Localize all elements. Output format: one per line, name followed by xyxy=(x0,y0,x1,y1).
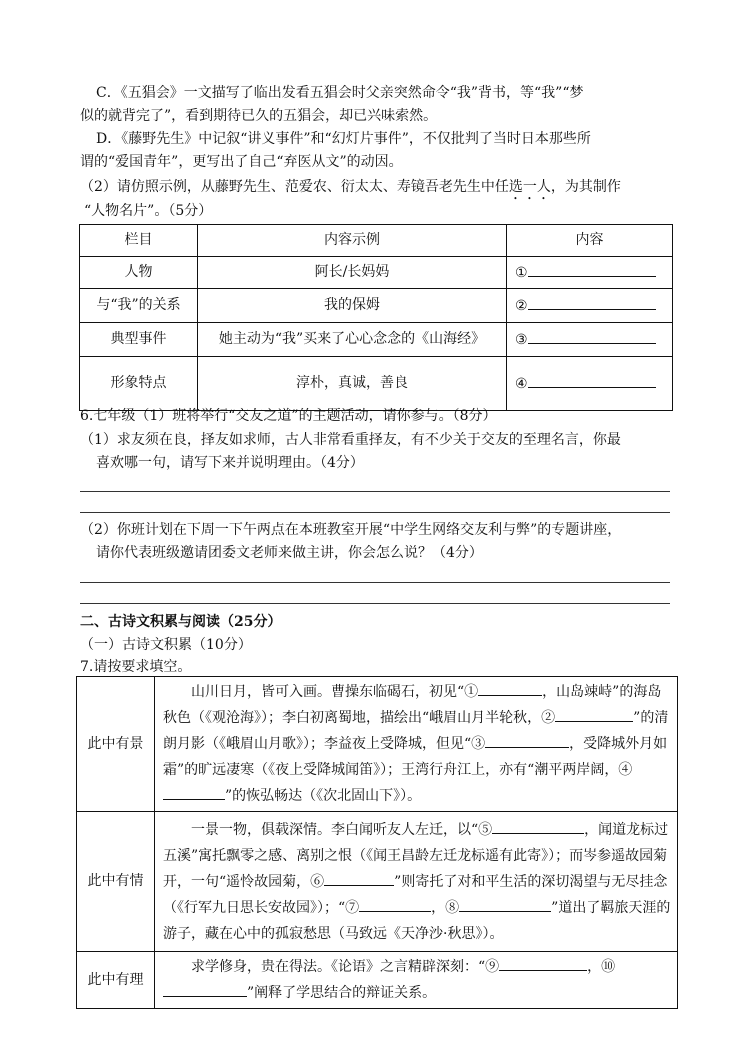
text-segment: ”的清朗月影（《峨眉山月歌》）；李益夜上受降城，但见“③ xyxy=(163,710,669,752)
blank-1[interactable] xyxy=(478,681,542,696)
option-d-line1: D．《藤野先生》中记叙“讲义事件”和“幻灯片事件”，不仅批判了当时日本那些所 xyxy=(96,131,591,147)
answer-cell[interactable] xyxy=(507,357,673,411)
text-segment: ，⑧ xyxy=(431,899,460,916)
answer-blank[interactable] xyxy=(528,329,656,344)
answer-line[interactable] xyxy=(80,603,670,604)
text-segment: 山川日月，皆可入画。曹操东临碣石，初见“① xyxy=(191,684,479,700)
answer-number: ① xyxy=(515,264,528,281)
row-content-reason xyxy=(155,952,678,1009)
section-two-title: 二、古诗文积累与阅读（25分） xyxy=(80,614,282,630)
table-row xyxy=(77,677,678,812)
table-row xyxy=(80,323,673,357)
q5-part2-post: ，为其制作 xyxy=(550,179,621,195)
row-example: 淳朴，真诚，善良 xyxy=(198,357,507,411)
table-header-row xyxy=(80,225,673,257)
row-label-reason: 此中有理 xyxy=(77,952,155,1009)
row-example: 我的保姆 xyxy=(198,289,507,323)
row-example: 她主动为“我”买来了心心念念的《山海经》 xyxy=(198,323,507,357)
answer-number: ③ xyxy=(515,331,528,348)
q6-part2-line2: 请你代表班级邀请团委文老师来做主讲，你会怎么说？（4分） xyxy=(96,545,483,561)
table-row xyxy=(77,952,678,1009)
reason-paragraph xyxy=(163,954,671,1006)
blank-6[interactable] xyxy=(324,871,394,886)
character-card-table xyxy=(79,224,673,411)
q6-part1-line2: 喜欢哪一句，请写下来并说明理由。（4分） xyxy=(96,455,364,471)
row-content-emotion xyxy=(155,812,678,952)
row-label: 典型事件 xyxy=(80,323,198,357)
q6-title: 6.七年级（1）班将举行“交友之道”的主题活动，请你参与。（8分） xyxy=(80,408,497,424)
answer-blank[interactable] xyxy=(528,295,656,310)
text-segment: ，山岛竦峙”的海岛秋色（《观沧海》）；李白初离蜀地，描绘出“峨眉山月半轮秋，② xyxy=(163,684,662,726)
row-label: 形象特点 xyxy=(80,357,198,411)
blank-8[interactable] xyxy=(459,897,551,912)
text-segment: ，闻道龙标过五溪”寓托飘零之感、离别之恨（《闻王昌龄左迁龙标遥有此寄》）；而岑参遥故园菊开，一句“遥怜故园菊，⑥ xyxy=(163,821,669,890)
row-content-scenery xyxy=(155,677,678,812)
option-d-line2: 谓的“爱国青年”，更写出了自己“弃医从文”的动因。 xyxy=(80,154,403,170)
q5-part2-line1 xyxy=(80,177,621,203)
q5-part2-pre: （2）请仿照示例，从藤野先生、范爱农、衍太太、寿镜吾老先生中任 xyxy=(80,179,509,195)
table-row xyxy=(80,257,673,289)
header-column: 栏目 xyxy=(80,225,198,257)
text-segment: 求学修身，贵在得法。《论语》之言精辟深刻：“⑨ xyxy=(191,959,500,975)
answer-line[interactable] xyxy=(80,491,670,492)
text-segment: ”道出了羁旅天涯的游子，藏在心中的孤寂愁思（马致远《天净沙·秋思》）。 xyxy=(163,899,671,942)
poem-fill-table xyxy=(76,676,678,1009)
table-row xyxy=(80,289,673,323)
text-segment: ，受降城外月如霜”的旷远凄寒（《夜上受降城闻笛》）；王湾行舟江上，亦有“潮平两岸阔，④ xyxy=(163,736,668,778)
blank-3[interactable] xyxy=(485,733,569,748)
emotion-paragraph xyxy=(163,817,671,947)
header-content: 内容 xyxy=(507,225,673,257)
section-two-subtitle: （一）古诗文积累（10分） xyxy=(80,637,252,653)
answer-blank[interactable] xyxy=(528,262,656,277)
scenery-paragraph xyxy=(163,679,671,809)
blank-9[interactable] xyxy=(499,956,587,971)
answer-cell[interactable] xyxy=(507,323,673,357)
option-c-line1: C．《五猖会》一文描写了临出发看五猖会时父亲突然命令“我”背书，等“我”“梦 xyxy=(96,85,584,101)
text-segment: ”的恢弘畅达（《次北固山下》）。 xyxy=(225,788,422,804)
answer-cell[interactable] xyxy=(507,289,673,323)
text-segment: 一景一物，俱载深情。李白闻听友人左迁，以“⑤ xyxy=(191,821,493,838)
answer-number: ② xyxy=(515,297,528,314)
answer-number: ④ xyxy=(515,375,528,392)
q5-part2-line2: “人物名片”。（5分） xyxy=(84,203,213,219)
blank-10[interactable] xyxy=(163,982,247,997)
answer-blank[interactable] xyxy=(528,373,656,388)
header-example: 内容示例 xyxy=(198,225,507,257)
answer-cell[interactable] xyxy=(507,257,673,289)
text-segment: ”则寄托了对和平生活的深切渴望与无尽挂念（《行军九日思长安故园》）；“⑦ xyxy=(163,873,668,916)
blank-5[interactable] xyxy=(492,819,584,834)
table-row xyxy=(80,357,673,411)
row-label: 与“我”的关系 xyxy=(80,289,198,323)
q6-part2-line1: （2）你班计划在下周一下午两点在本班教室开展“中学生网络交友利与弊”的专题讲座， xyxy=(80,522,622,538)
row-label-emotion: 此中有情 xyxy=(77,812,155,952)
text-segment: ，⑩ xyxy=(587,959,616,975)
q5-part2-emphasis: 选一人 xyxy=(508,179,551,195)
table-row xyxy=(77,812,678,952)
row-label: 人物 xyxy=(80,257,198,289)
q6-part1-line1: （1）求友须在良，择友如求师，古人非常看重择友，有不少关于交友的至理名言，你最 xyxy=(80,432,621,448)
answer-line[interactable] xyxy=(80,512,670,513)
blank-4[interactable] xyxy=(163,785,225,800)
row-example: 阿长/长妈妈 xyxy=(198,257,507,289)
blank-2[interactable] xyxy=(555,707,633,722)
answer-line[interactable] xyxy=(80,582,670,583)
row-label-scenery: 此中有景 xyxy=(77,677,155,812)
option-c-line2: 似的就背完了”，看到期待已久的五猖会，却已兴味索然。 xyxy=(80,108,438,124)
blank-7[interactable] xyxy=(359,897,431,912)
text-segment: ”阐释了学思结合的辩证关系。 xyxy=(247,985,437,1001)
q7-title: 7.请按要求填空。 xyxy=(80,659,192,675)
